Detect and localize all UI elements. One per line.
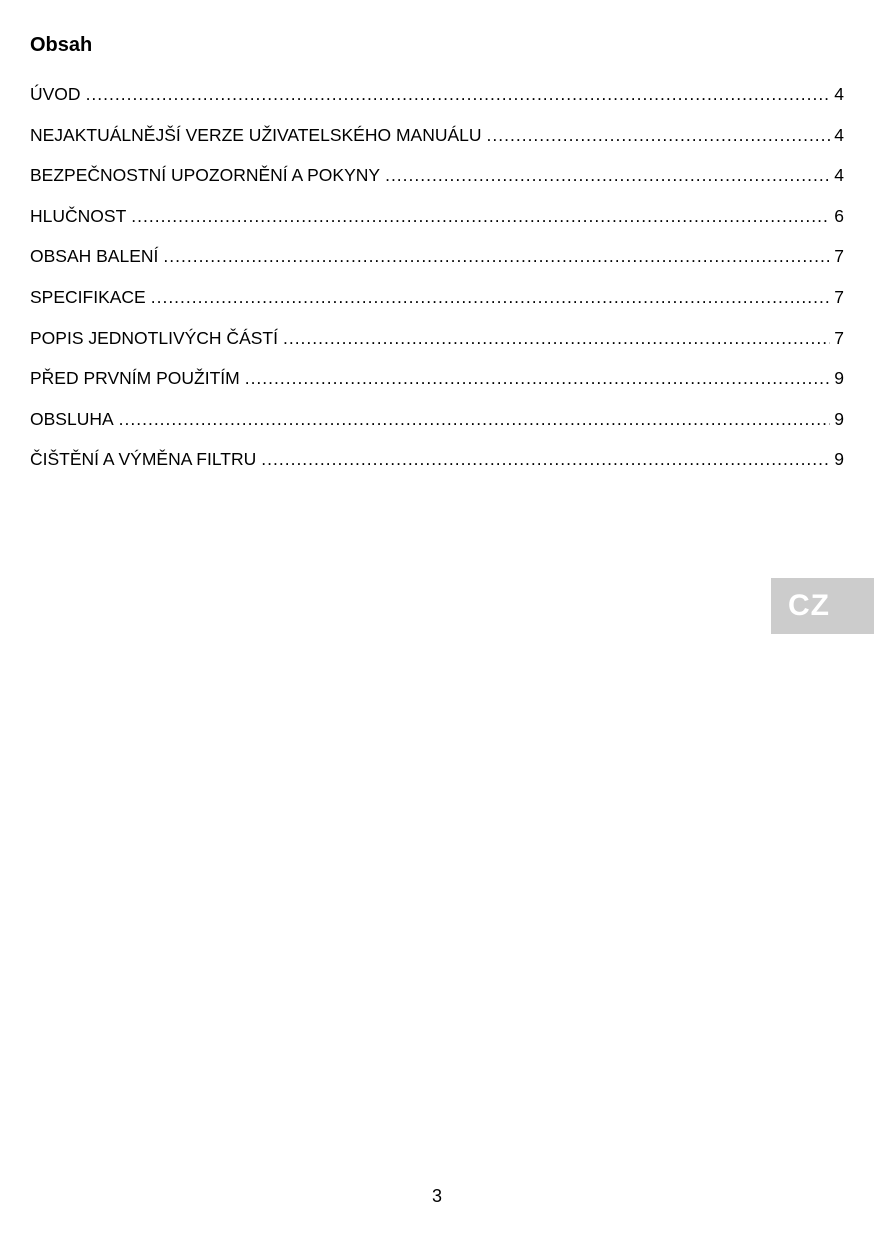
toc-entry-label: OBSAH BALENÍ — [30, 246, 159, 267]
toc-dot-leader — [86, 80, 831, 108]
toc-entry-page: 4 — [834, 124, 844, 145]
language-tab — [771, 578, 874, 634]
toc-entry-page: 7 — [834, 246, 844, 267]
toc-entry-specifications[interactable] — [30, 283, 844, 324]
page-number: 3 — [431, 1186, 442, 1206]
toc-title: Obsah — [30, 34, 93, 56]
toc-entry-page: 4 — [834, 165, 844, 186]
toc-entry-label: POPIS JEDNOTLIVÝCH ČÁSTÍ — [30, 327, 278, 348]
toc-entry-cleaning-filter[interactable] — [30, 445, 844, 486]
toc-entry-label: HLUČNOST — [30, 205, 127, 226]
toc-entry-page: 7 — [834, 286, 844, 307]
toc-dot-leader — [245, 364, 831, 392]
toc-dot-leader — [131, 202, 830, 230]
toc-entry-label: OBSLUHA — [30, 408, 114, 429]
toc-dot-leader — [283, 324, 830, 352]
toc-entry-uvod[interactable] — [30, 80, 844, 121]
toc-entry-page: 9 — [834, 408, 844, 429]
toc-entry-label: BEZPEČNOSTNÍ UPOZORNĚNÍ A POKYNY — [30, 165, 381, 186]
toc-dot-leader — [487, 121, 831, 149]
toc-entry-page: 7 — [834, 327, 844, 348]
toc-entry-label: PŘED PRVNÍM POUŽITÍM — [30, 368, 240, 389]
toc-list — [30, 80, 844, 486]
toc-entry-manual-version[interactable] — [30, 121, 844, 162]
toc-entry-label: ČIŠTĚNÍ A VÝMĚNA FILTRU — [30, 449, 257, 470]
toc-entry-page: 9 — [834, 368, 844, 389]
toc-entry-page: 9 — [834, 449, 844, 470]
toc-entry-label: SPECIFIKACE — [30, 286, 146, 307]
toc-entry-page: 6 — [834, 205, 844, 226]
toc-dot-leader — [151, 283, 831, 311]
toc-entry-page: 4 — [834, 84, 844, 104]
toc-dot-leader — [163, 242, 830, 270]
toc-entry-noise[interactable] — [30, 202, 844, 243]
toc-entry-safety[interactable] — [30, 161, 844, 202]
toc-entry-before-first-use[interactable] — [30, 364, 844, 405]
toc-dot-leader — [385, 161, 830, 189]
toc-dot-leader — [119, 405, 831, 433]
toc-dot-leader — [261, 445, 830, 473]
language-tab-label: CZ — [788, 589, 830, 622]
toc-entry-label: NEJAKTUÁLNĚJŠÍ VERZE UŽIVATELSKÉHO MANUÁLU — [30, 124, 482, 145]
toc-entry-parts[interactable] — [30, 324, 844, 365]
toc-entry-operation[interactable] — [30, 405, 844, 446]
toc-entry-label: ÚVOD — [30, 84, 81, 104]
toc-entry-package-contents[interactable] — [30, 242, 844, 283]
